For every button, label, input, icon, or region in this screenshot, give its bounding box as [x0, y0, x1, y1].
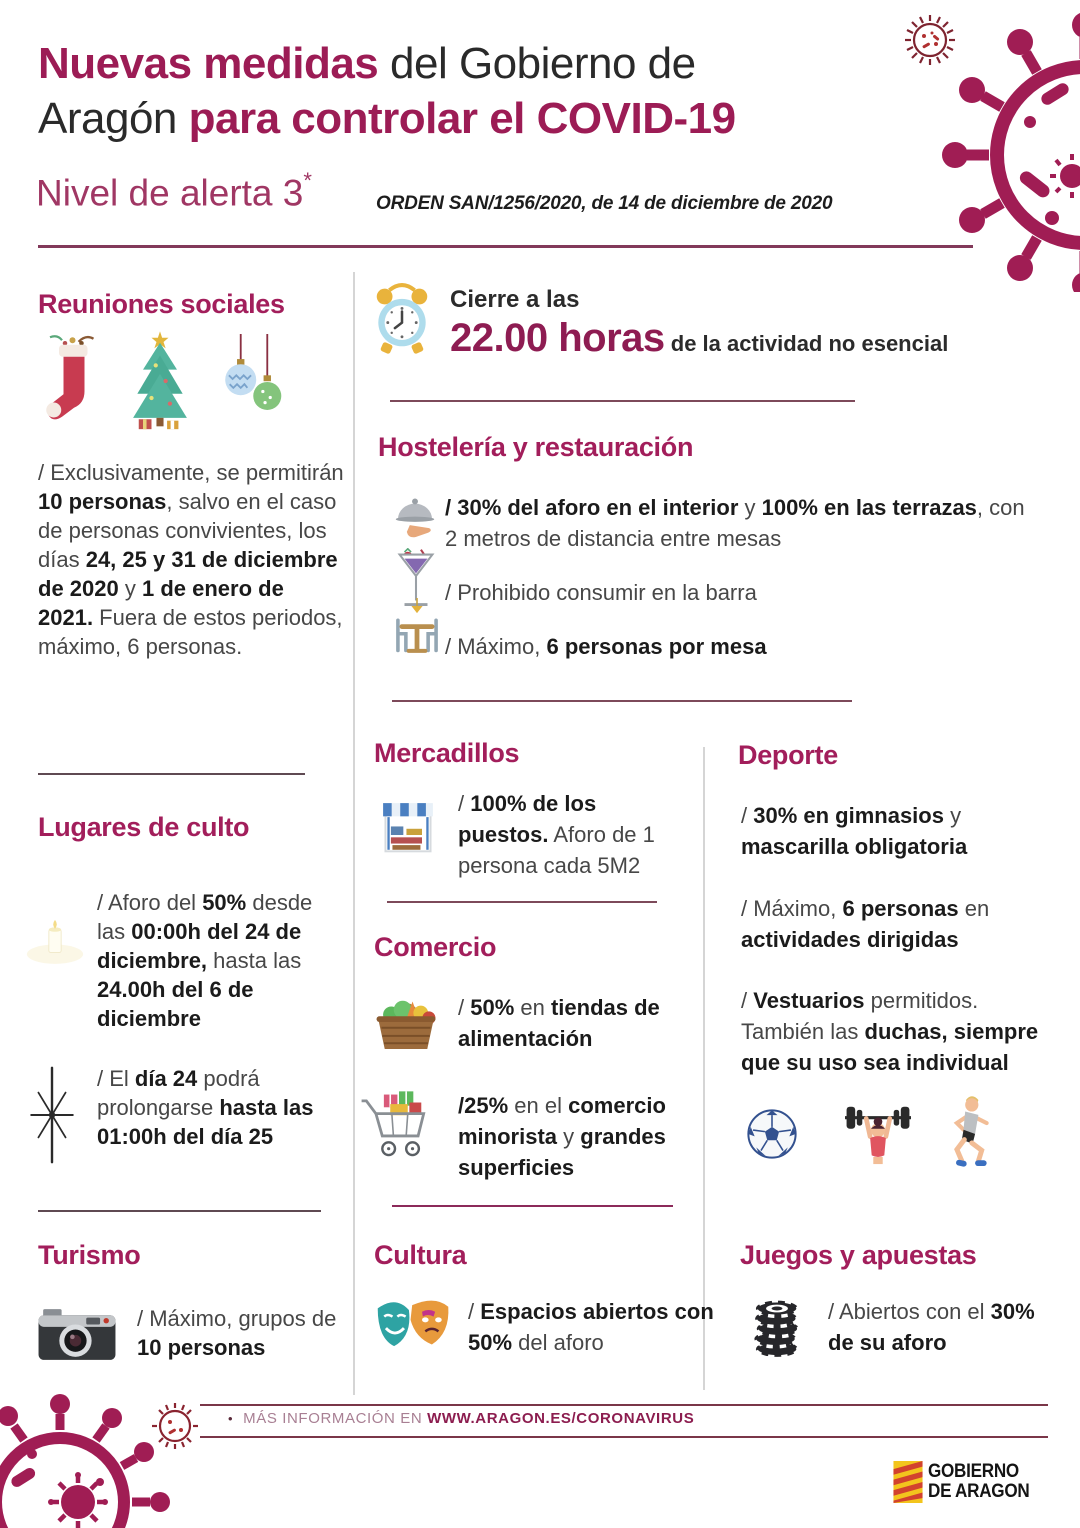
footer-divider-top	[200, 1404, 1048, 1406]
footer-info	[228, 1410, 694, 1427]
page-title	[38, 36, 908, 146]
culto-item-2: / El día 24 podrá prolongarse hasta las 01:00h del día 25	[97, 1066, 314, 1149]
culto-item-1: / Aforo del 50% desde las 00:00h del 24 de diciembre, hasta las 24.00h del 6 de diciembre	[97, 890, 313, 1031]
camera-icon	[36, 1303, 118, 1363]
section-heading-turismo: Turismo	[38, 1240, 141, 1270]
alert-level: Nivel de alerta 3*	[36, 168, 312, 214]
virus-icon	[0, 1390, 240, 1528]
cloche-icon	[392, 494, 438, 540]
market-stall-icon	[380, 800, 436, 856]
deporte-item-1: / 30% en gimnasios y mascarilla obligatoria	[741, 803, 968, 859]
footer-info-url: WWW.ARAGON.ES/CORONAVIRUS	[427, 1410, 695, 1427]
logo-line1: GOBIERNO	[928, 1461, 1019, 1482]
hosteleria-item-2: / Prohibido consumir en la barra	[445, 580, 757, 605]
closure-divider	[390, 400, 855, 402]
section-heading-deporte: Deporte	[738, 740, 838, 770]
comercio-item-2: /25% en el comercio minorista y grandes superficies	[458, 1093, 666, 1180]
comercio-divider	[392, 1205, 673, 1207]
juegos-item-1: / Abiertos con el 30% de su aforo	[828, 1299, 1035, 1355]
hosteleria-divider	[392, 700, 852, 702]
closure-suffix: de la actividad no esencial	[664, 331, 949, 356]
virus-icon	[880, 0, 1080, 292]
hosteleria-item-3: / Máximo, 6 personas por mesa	[445, 634, 767, 659]
football-icon	[746, 1108, 798, 1160]
christmas-stocking-icon	[44, 334, 98, 432]
mercadillos-item-1: / 100% de los puestos. Aforo de 1 persona cada 5M2	[458, 791, 655, 878]
christmas-tree-icon	[126, 330, 194, 432]
section-heading-juegos: Juegos y apuestas	[740, 1240, 977, 1270]
table-chairs-icon	[388, 598, 446, 660]
section-heading-reuniones: Reuniones sociales	[38, 289, 285, 319]
logo-text	[928, 1462, 1029, 1502]
page-title-line1: Nuevas medidas del Gobierno de	[38, 39, 696, 88]
section-heading-culto: Lugares de culto	[38, 812, 250, 842]
mercadillos-divider	[387, 901, 657, 903]
section-heading-hosteleria: Hostelería y restauración	[378, 432, 694, 462]
closure-prefix: Cierre a las	[450, 286, 580, 313]
star-icon	[28, 1066, 76, 1164]
weightlifter-icon	[840, 1102, 916, 1168]
column-divider-left	[353, 272, 355, 1395]
alert-asterisk: *	[303, 168, 312, 193]
footer-info-label: MÁS INFORMACIÓN EN	[243, 1410, 428, 1427]
gobierno-aragon-logo	[893, 1461, 1041, 1503]
logo-line2: DE ARAGON	[928, 1481, 1030, 1502]
deporte-item-3: / Vestuarios permitidos. También las duchas, siempre que su uso sea individual	[741, 988, 1039, 1075]
deporte-item-2: / Máximo, 6 personas en actividades dirigidas	[741, 896, 990, 952]
closure-time: 22.00 horas	[450, 316, 665, 360]
left-divider-1	[38, 773, 305, 775]
closure-banner	[450, 286, 1050, 361]
ornaments-icon	[220, 334, 288, 424]
section-heading-cultura: Cultura	[374, 1240, 467, 1270]
section-heading-comercio: Comercio	[374, 932, 497, 962]
footer-divider-bottom	[200, 1436, 1048, 1438]
order-reference: ORDEN SAN/1256/2020, de 14 de diciembre de 2020	[376, 193, 833, 214]
theater-masks-icon	[372, 1292, 454, 1356]
header-divider	[38, 245, 973, 248]
aragon-flag-icon	[893, 1461, 923, 1503]
cultura-item-1: / Espacios abiertos con 50% del aforo	[468, 1299, 714, 1355]
footer-bullet: •	[228, 1411, 234, 1426]
section-heading-mercadillos: Mercadillos	[374, 738, 520, 768]
comercio-item-1: / 50% en tiendas de alimentación	[458, 995, 660, 1051]
left-divider-2	[38, 1210, 321, 1212]
reuniones-text: / Exclusivamente, se permitirán 10 personas, salvo en el caso de personas convivientes, los días 24, 25 y 31 de diciembre de 2020 y 1 de enero de 2021. Fuera de estos periodos, máximo, 6 personas.	[38, 460, 344, 659]
poker-chips-icon	[748, 1296, 806, 1360]
column-divider-right	[703, 747, 705, 1390]
shopping-cart-icon	[360, 1086, 438, 1162]
alarm-clock-icon	[372, 281, 432, 361]
page-title-line2: Aragón para controlar el COVID-19	[38, 94, 736, 143]
runner-icon	[938, 1095, 994, 1171]
hosteleria-item-1: / 30% del aforo en el interior y 100% en las terrazas, con 2 metros de distancia entre mesas	[445, 495, 1025, 551]
candle-icon	[24, 912, 86, 970]
turismo-item-1: / Máximo, grupos de 10 personas	[137, 1306, 337, 1360]
food-basket-icon	[370, 988, 442, 1056]
